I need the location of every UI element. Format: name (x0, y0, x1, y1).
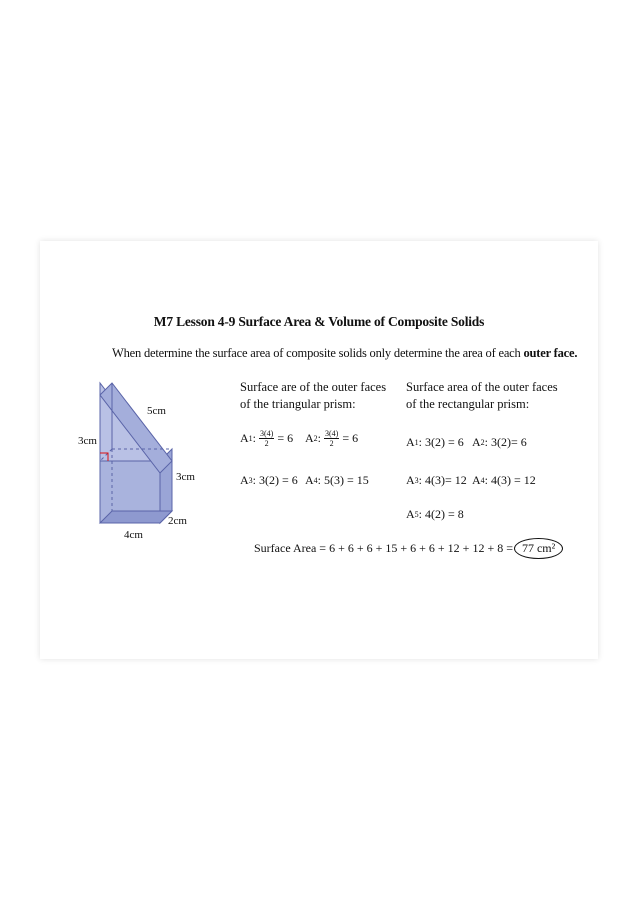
triangular-header-line2: of the triangular prism: (240, 397, 356, 411)
tri-a4-equation: A 4 : 5(3) = 15 (305, 473, 369, 487)
total-answer-circled: 77 cm² (514, 538, 563, 559)
label-width-4cm: 4cm (124, 529, 143, 541)
tri-a1-equation: A 1 : $\frac{3(4)}{2}$ = 6 (240, 429, 294, 448)
triangular-header (240, 379, 386, 413)
rect-a2-equation: A 2 : 3(2)= 6 (472, 435, 527, 449)
tri-a2-fraction: $\frac{3(4)}{2}$ (325, 429, 339, 448)
label-right-3cm: 3cm (176, 471, 195, 483)
rectangular-header-line1: Surface area of the outer faces (406, 380, 558, 394)
rectangular-header-line2: of the rectangular prism: (406, 397, 530, 411)
composite-solid-figure (80, 375, 210, 550)
rectangular-header (406, 379, 558, 413)
rect-a4-equation: A 4 : 4(3) = 12 (472, 473, 536, 487)
composite-solid-drawing (80, 375, 210, 545)
label-slant-5cm: 5cm (147, 405, 166, 417)
tri-a3-equation: A 3 : 3(2) = 6 (240, 473, 298, 487)
slide-title: M7 Lesson 4-9 Surface Area & Volume of Composite Solids (153, 314, 485, 329)
intro-sentence (112, 346, 577, 361)
tri-a2-equation: A 2 : $\frac{3(4)}{2}$ = 6 (305, 429, 359, 448)
lesson-slide (40, 241, 598, 659)
tri-a1-fraction: $\frac{3(4)}{2}$ (260, 429, 274, 448)
rect-a5-equation: A 5 : 4(2) = 8 (406, 507, 464, 521)
triangular-header-line1: Surface are of the outer faces (240, 380, 387, 394)
intro-text: When determine the surface area of composite solids only determine the area of each (112, 346, 521, 360)
rect-a3-equation: A 3 : 4(3)= 12 (406, 473, 467, 487)
rect-prism-bottom-face (100, 511, 172, 523)
label-left-3cm: 3cm (78, 435, 97, 447)
label-depth-2cm: 2cm (168, 515, 187, 527)
rect-a1-equation: A 1 : 3(2) = 6 (406, 435, 464, 449)
surface-area-total (254, 538, 563, 559)
total-expression: Surface Area = 6 + 6 + 6 + 15 + 6 + 6 + 12 + 12 + 8 = (254, 541, 513, 555)
intro-emphasis: outer face. (523, 346, 578, 360)
